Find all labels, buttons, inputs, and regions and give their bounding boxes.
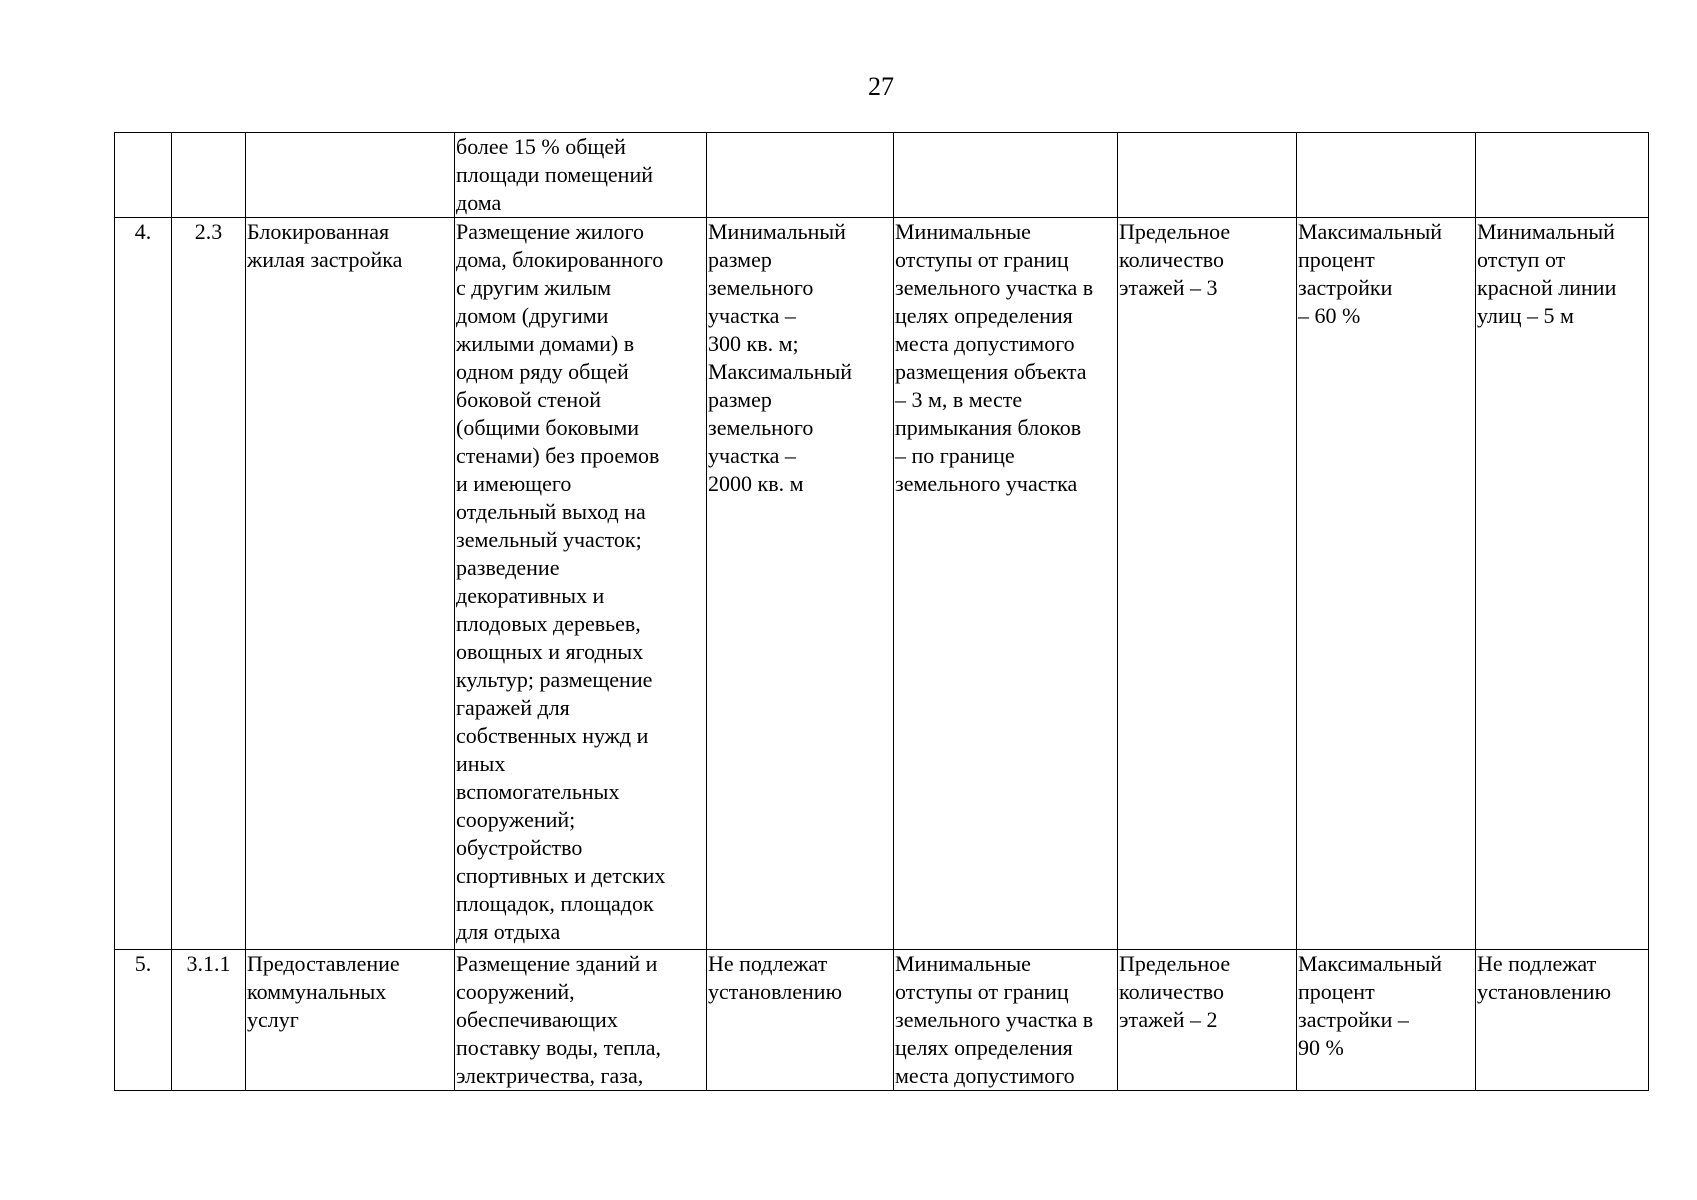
cell-text-line: площадок, площадок <box>456 891 654 916</box>
use-name-cell <box>246 218 455 950</box>
row-number-cell: 5. <box>115 950 172 1091</box>
cell-text-line: коммунальных <box>247 979 387 1004</box>
row-number-cell: 4. <box>115 218 172 950</box>
floors-cell <box>1118 133 1297 218</box>
cell-text-line: Минимальные <box>895 951 1031 976</box>
cell-text-line: Не подлежат <box>708 951 828 976</box>
cell-text-line: декоративных и <box>456 583 605 608</box>
page-number: 27 <box>868 72 894 101</box>
cell-text-line: целях определения <box>895 303 1073 328</box>
cell-text-line: земельного участка в <box>895 1007 1094 1032</box>
cell-text-line: с другим жилым <box>456 275 612 300</box>
cell-text-line: площади помещений <box>456 162 653 187</box>
cell-text-line: спортивных и детских <box>456 863 666 888</box>
cell-text-line: отступы от границ <box>895 247 1069 272</box>
cell-text-line: процент <box>1298 247 1375 272</box>
cell-text-line: одном ряду общей <box>456 359 629 384</box>
cell-text-line: услуг <box>247 1007 299 1032</box>
cell-text-line: для отдыха <box>456 919 561 944</box>
cell-text-line: количество <box>1119 979 1225 1004</box>
cell-text-line: – по границе <box>895 443 1015 468</box>
use-name-cell <box>246 133 455 218</box>
use-description-cell <box>455 133 707 218</box>
cell-text-line: Минимальный <box>708 219 846 244</box>
cell-text-line: боковой стеной <box>456 387 601 412</box>
cell-text-line: отдельный выход на <box>456 499 646 524</box>
cell-text-line: земельный участок; <box>456 527 642 552</box>
cell-text-line: дома <box>456 190 502 215</box>
cell-text-line: Размещение зданий и <box>456 951 658 976</box>
cell-text-line: жилая застройка <box>247 247 403 272</box>
cell-text-line: Минимальный <box>1477 219 1615 244</box>
cell-text-line: земельного участка в <box>895 275 1094 300</box>
table-row <box>115 218 1649 950</box>
cell-text-line: гаражей для <box>456 695 570 720</box>
cell-text-line: – 3 м, в месте <box>895 387 1023 412</box>
use-code-cell: 2.3 <box>172 218 246 950</box>
cell-text-line: сооружений; <box>456 807 576 832</box>
cell-text-line: Минимальные <box>895 219 1031 244</box>
cell-text-line: этажей – 3 <box>1119 275 1218 300</box>
cell-text-line: стенами) без проемов <box>456 443 660 468</box>
cell-text-line: Предоставление <box>247 951 400 976</box>
table-body <box>115 133 1649 1091</box>
cell-text-line: отступы от границ <box>895 979 1069 1004</box>
cell-text-line: жилыми домами) в <box>456 331 635 356</box>
coverage-cell <box>1297 950 1476 1091</box>
cell-text-line: электричества, газа, <box>456 1063 644 1088</box>
cell-text-line: 90 % <box>1298 1035 1344 1060</box>
cell-text-line: Не подлежат <box>1477 951 1597 976</box>
cell-text-line: места допустимого <box>895 1063 1075 1088</box>
row-number-cell <box>115 133 172 218</box>
red-line-setback-cell <box>1476 218 1649 950</box>
cell-text-line: земельного <box>708 275 814 300</box>
red-line-setback-cell <box>1476 133 1649 218</box>
use-description-cell <box>455 950 707 1091</box>
cell-text-line: собственных нужд и <box>456 723 649 748</box>
cell-text-line: Размещение жилого <box>456 219 645 244</box>
cell-text-line: примыкания блоков <box>895 415 1082 440</box>
cell-text-line: установлению <box>1477 979 1612 1004</box>
cell-text-line: (общими боковыми <box>456 415 640 440</box>
cell-text-line: земельного участка <box>895 471 1078 496</box>
setbacks-cell <box>894 218 1118 950</box>
plot-size-cell <box>707 218 894 950</box>
cell-text-line: Предельное <box>1119 219 1231 244</box>
cell-text-line: 300 кв. м; <box>708 331 799 356</box>
cell-text-line: 2000 кв. м <box>708 471 804 496</box>
use-code-cell: 3.1.1 <box>172 950 246 1091</box>
coverage-cell <box>1297 133 1476 218</box>
zoning-table <box>114 132 1649 1091</box>
cell-text-line: красной линии <box>1477 275 1617 300</box>
cell-text-line: более 15 % общей <box>456 134 626 159</box>
cell-text-line: и имеющего <box>456 471 572 496</box>
cell-text-line: Максимальный <box>708 359 853 384</box>
cell-text-line: обеспечивающих <box>456 1007 618 1032</box>
cell-text-line: Максимальный <box>1298 951 1443 976</box>
red-line-setback-cell <box>1476 950 1649 1091</box>
cell-text-line: иных <box>456 751 506 776</box>
cell-text-line: земельного <box>708 415 814 440</box>
use-code-cell <box>172 133 246 218</box>
use-description-cell <box>455 218 707 950</box>
cell-text-line: размещения объекта <box>895 359 1087 384</box>
cell-text-line: Максимальный <box>1298 219 1443 244</box>
setbacks-cell <box>894 950 1118 1091</box>
use-name-cell <box>246 950 455 1091</box>
cell-text-line: участка – <box>708 443 796 468</box>
cell-text-line: – 60 % <box>1298 303 1361 328</box>
cell-text-line: отступ от <box>1477 247 1566 272</box>
cell-text-line: Предельное <box>1119 951 1231 976</box>
cell-text-line: овощных и ягодных <box>456 639 644 664</box>
cell-text-line: плодовых деревьев, <box>456 611 641 636</box>
plot-size-cell <box>707 950 894 1091</box>
cell-text-line: места допустимого <box>895 331 1075 356</box>
cell-text-line: застройки <box>1298 275 1393 300</box>
cell-text-line: процент <box>1298 979 1375 1004</box>
cell-text-line: участка – <box>708 303 796 328</box>
cell-text-line: этажей – 2 <box>1119 1007 1218 1032</box>
floors-cell <box>1118 218 1297 950</box>
cell-text-line: сооружений, <box>456 979 575 1004</box>
cell-text-line: улиц – 5 м <box>1477 303 1574 328</box>
cell-text-line: вспомогательных <box>456 779 620 804</box>
table-row <box>115 133 1649 218</box>
cell-text-line: Блокированная <box>247 219 390 244</box>
cell-text-line: размер <box>708 247 772 272</box>
cell-text-line: целях определения <box>895 1035 1073 1060</box>
floors-cell <box>1118 950 1297 1091</box>
setbacks-cell <box>894 133 1118 218</box>
cell-text-line: домом (другими <box>456 303 609 328</box>
cell-text-line: дома, блокированного <box>456 247 664 272</box>
coverage-cell <box>1297 218 1476 950</box>
cell-text-line: обустройство <box>456 835 583 860</box>
plot-size-cell <box>707 133 894 218</box>
cell-text-line: застройки – <box>1298 1007 1409 1032</box>
cell-text-line: количество <box>1119 247 1225 272</box>
cell-text-line: установлению <box>708 979 843 1004</box>
cell-text-line: разведение <box>456 555 560 580</box>
cell-text-line: размер <box>708 387 772 412</box>
table-row <box>115 950 1649 1091</box>
cell-text-line: поставку воды, тепла, <box>456 1035 661 1060</box>
cell-text-line: культур; размещение <box>456 667 653 692</box>
